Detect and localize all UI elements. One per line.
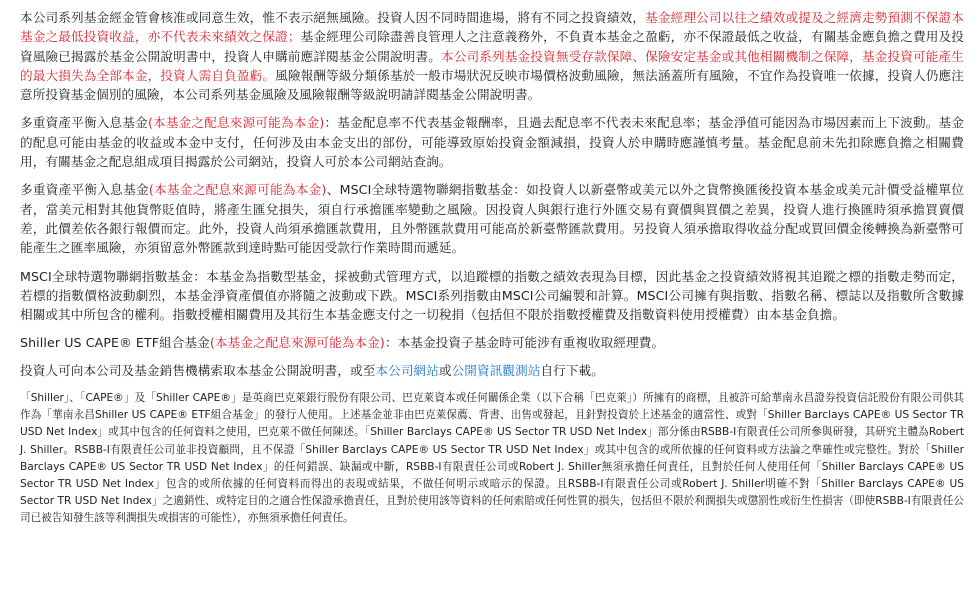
prospectus-download-note [20,361,964,380]
general-risk-disclosure [20,8,964,104]
fund-name: 多重資產平衡入息基金 [20,182,149,198]
company-website-link[interactable]: 本公司網站 [375,362,439,378]
text: ：本基金投資子基金時可能涉有重複收取經理費。 [384,335,665,351]
text: 本公司系列基金經金管會核准或同意生效，惟不表示絕無風險。投資人因不同時間進場，將有不同之投資績效， [20,10,646,25]
fund-of-funds-disclosure [20,333,964,352]
dividend-source-warning: (本基金之配息來源可能為本金) [147,115,325,131]
dividend-disclosure [20,113,964,171]
fund-name: Shiller US CAPE® ETF組合基金 [20,335,210,351]
text: ：基金配息率不代表基金報酬率，且過去配息率不代表未來配息率；基金淨值可能因為市場因素而上下波動。基金的配息可能由基金的收益或本金中支付，任何涉及由本金支出的部份，可能導致原始投資金額減損，投資人於申購時應謹慎考量。基金配息前未先扣除應負擔之相關費用，有關基金之配息組成項目揭露於公司網站，投資人可於本公司網站查詢。 [20,115,965,170]
text: 投資人可向本公司及基金銷售機構索取本基金公開說明書，或至 [20,362,376,378]
text: 或 [438,362,452,378]
fund-name: 多重資產平衡入息基金 [20,115,148,131]
index-fund-disclosure: MSCI全球特選物聯網指數基金：本基金為指數型基金，採被動式管理方式，以追蹤標的指數之績效表現為目標，因此基金之投資績效將視其追蹤之標的指數走勢而定，若標的指數價格波動劇烈，本基金淨資產價值亦將隨之波動或下跌。MSCI系列指數由MSCI公司編製和計算。MSCI公司擁有與指數、指數名稱、標誌以及指數所含數據相關或其中所包含的權利。指數授權相關費用及其衍生本基金應支付之一切稅捐（包括但不限於指數授權費及指數資料使用授權費）由本基金負擔。 [20,268,964,323]
dividend-source-warning: (本基金之配息來源可能為本金) [209,335,385,351]
no-deposit-protection-warning: 本公司系列基金投資無受存款保障、保險安定基金或其他相關機制之保障，基金投資可能產生的最大損失為全部本金，投資人需自負盈虧。 [20,48,964,83]
text: 、MSCI全球特選物聯網指數基金：如投資人以新臺幣或美元以外之貨幣換匯後投資本基金或美元計價受益權單位者，當美元相對其他貨幣貶值時，將產生匯兌損失，須自行承擔匯率變動之風險。因投資人與銀行進行外匯交易有賣價與買價之差異，投資人進行換匯時須承擔買賣價差，此價差依各銀行報價而定。此外，投資人尚須承擔匯款費用，且外幣匯款費用可能高於新臺幣匯款費用。另投資人須承擔取得收益分配或買回價金後轉換為新臺幣可能產生之匯率風險，亦須留意外幣匯款到達時點可能因受款行作業時間而遞延。 [20,182,965,256]
trademark-disclaimer: 「Shiller」、「CAPE®」及「Shiller CAPE®」是英商巴克萊銀行股份有限公司、巴克萊資本或任何關係企業（以下合稱「巴克萊」）所擁有的商標，且被許可給華南永昌證券投資信託股份有限公司供其作為「華南永昌Shiller US CAPE® ETF組合基金」的發行人使用。上述基金並非由巴克萊保薦、背書、出售或發起，且針對投資於上述基金的適當性、或對「Shiller Barclays CAPE® US Sector TR USD Net Index」或其中包含的任何資料之使用，巴克萊不做任何陳述。「Shiller Barclays CAPE® US Sector TR USD Net Index」部分係由RSBB-I有限責任公司所參與研發，其研究主體為Robert J. Shiller。RSBB-I有限責任公司並非投資顧問，且不保證「Shiller Barclays CAPE® US Sector TR USD Net Index」或其中包含的或所依據的任何資料或方法論之準確性或完整性。對於「Shiller Barclays CAPE® US Sector TR USD Net Index」的任何錯誤、缺漏或中斷，RSBB-I有限責任公司或Robert J. Shiller無須承擔任何責任，且對於任何人使用任何「Shiller Barclays CAPE® US Sector TR USD Net Index」包含的或所依據的任何資料而得出的表現或結果，不做任何明示或暗示的保證。且RSBB-I有限責任公司或Robert J. Shiller明確不對「Shiller Barclays CAPE® US Sector TR USD Net Index」之適銷性、或特定目的之適合性保證承擔責任，且對於使用該等資料的任何索賠或任何性質的損失，包括但不限於利潤損失或懲罰性或衍生性損害（即使RSBB-I有限責任公司已被告知發生該等利潤損失或損害的可能性），亦無須承擔任何責任。 [20,392,964,525]
fx-risk-disclosure [20,180,964,257]
performance-warning: 基金經理公司以往之績效或提及之經濟走勢預測不保證本基金之最低投資收益，亦不代表未來績效之保證； [20,10,964,45]
dividend-source-warning: (本基金之配息來源可能為本金) [148,182,327,198]
text: 風險報酬等級分類係基於一般市場狀況反映市場價格波動風險，無法涵蓋所有風險，不宜作為投資唯一依據，投資人仍應注意所投資基金個別的風險，本公司系列基金風險及風險報酬等級說明請詳閱基金公開說明書。 [20,67,964,103]
text: 基金經理公司除盡善良管理人之注意義務外，不負責本基金之盈虧，亦不保證最低之收益，有關基金應負擔之費用及投資風險已揭露於基金公開說明書中，投資人申購前應詳閱基金公開說明書。 [20,29,965,64]
text: 自行下載。 [540,362,604,378]
mops-link[interactable]: 公開資訊觀測站 [451,362,541,378]
